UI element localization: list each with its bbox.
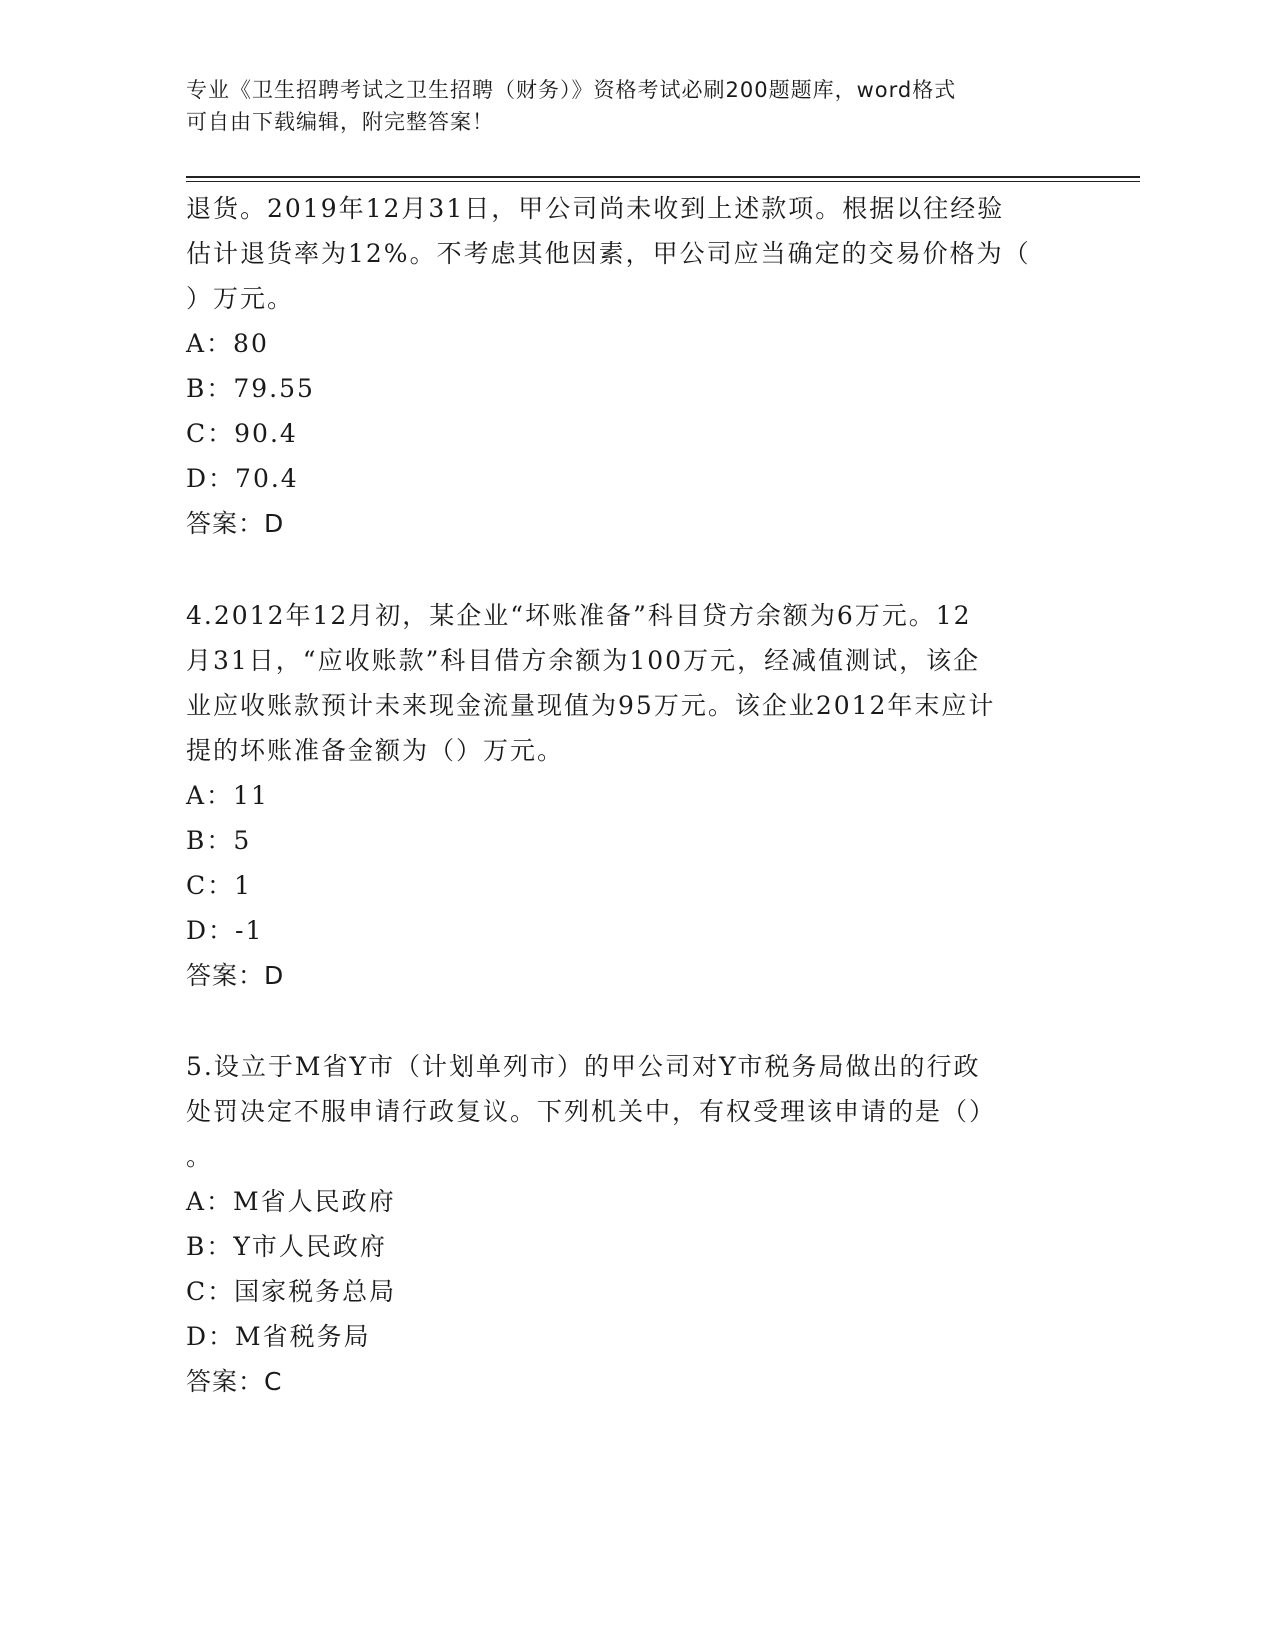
option-c: C：1 — [186, 871, 253, 900]
question-3 — [186, 186, 1066, 546]
question-text-line: 处罚决定不服申请行政复议。下列机关中，有权受理该申请的是（） — [186, 1097, 997, 1126]
option-a: A：11 — [186, 781, 269, 810]
answer-line: 答案：C — [186, 1367, 283, 1396]
option-d: D：M省税务局 — [186, 1322, 371, 1351]
question-text-line: 业应收账款预计未来现金流量现值为95万元。该企业2012年末应计 — [186, 691, 996, 720]
question-text-line: 提的坏账准备金额为（）万元。 — [186, 736, 565, 765]
option-d: D：-1 — [186, 916, 264, 945]
question-text-line: 月31日，“应收账款”科目借方余额为100万元，经减值测试，该企 — [186, 646, 981, 675]
question-4 — [186, 593, 1066, 998]
option-b: B：79.55 — [186, 374, 315, 403]
option-c: C：90.4 — [186, 419, 298, 448]
question-text-line: 估计退货率为12%。不考虑其他因素，甲公司应当确定的交易价格为（ — [186, 239, 1031, 268]
option-b: B：Y市人民政府 — [186, 1232, 387, 1261]
question-text-line: ）万元。 — [186, 284, 295, 313]
answer-line: 答案：D — [186, 509, 285, 538]
document-header — [186, 74, 1086, 138]
question-text-line: 5.设立于M省Y市（计划单列市）的甲公司对Y市税务局做出的行政 — [186, 1052, 981, 1081]
header-title-line-2: 可自由下载编辑，附完整答案！ — [186, 110, 494, 134]
question-5 — [186, 1044, 1066, 1404]
question-text-line: 。 — [186, 1142, 214, 1171]
option-c: C：国家税务总局 — [186, 1277, 397, 1306]
option-d: D：70.4 — [186, 464, 299, 493]
option-b: B：5 — [186, 826, 252, 855]
answer-line: 答案：D — [186, 961, 285, 990]
question-text-line: 4.2012年12月初，某企业“坏账准备”科目贷方余额为6万元。12 — [186, 601, 972, 630]
header-title-line-1: 专业《卫生招聘考试之卫生招聘（财务）》资格考试必刷200题题库，word格式 — [186, 78, 957, 102]
option-a: A：M省人民政府 — [186, 1187, 396, 1216]
option-a: A：80 — [186, 329, 269, 358]
header-divider — [186, 176, 1140, 182]
question-text-line: 退货。2019年12月31日，甲公司尚未收到上述款项。根据以往经验 — [186, 194, 1005, 223]
